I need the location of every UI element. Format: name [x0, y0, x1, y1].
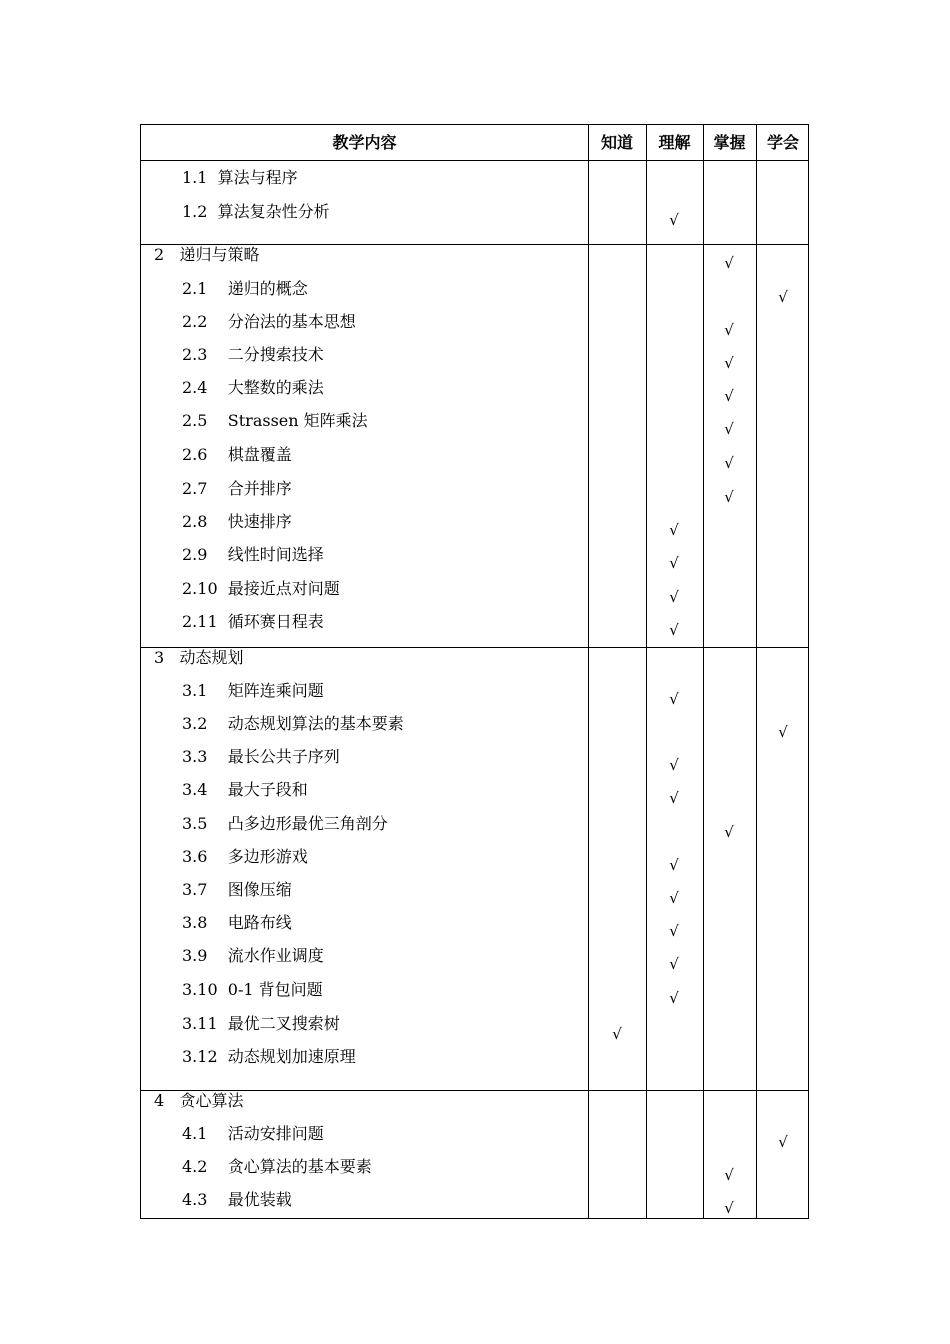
check-mark: √ [724, 454, 734, 472]
section-item: 3.6 多边形游戏 [182, 847, 308, 866]
header-divider [141, 160, 808, 161]
section-item: 3.7 图像压缩 [182, 880, 292, 899]
section-item: 2.2 分治法的基本思想 [182, 312, 356, 331]
section-item: 4.2 贪心算法的基本要素 [182, 1157, 372, 1176]
header-learn: 学会 [766, 133, 799, 152]
section-item: 2.10 最接近点对问题 [182, 579, 340, 598]
check-mark: √ [724, 823, 734, 841]
check-mark: √ [724, 321, 734, 339]
section-item: 3.4 最大子段和 [182, 780, 308, 799]
check-mark: √ [724, 254, 734, 272]
check-mark: √ [669, 211, 679, 229]
check-mark: √ [724, 387, 734, 405]
section-item: 3.3 最长公共子序列 [182, 747, 340, 766]
section-item: 1.2 算法复杂性分析 [182, 202, 330, 221]
column-divider [588, 125, 589, 1218]
section-item: 2.8 快速排序 [182, 512, 292, 531]
section-item: 3.2 动态规划算法的基本要素 [182, 714, 404, 733]
section-item: 2.5 Strassen 矩阵乘法 [182, 411, 368, 430]
header-content: 教学内容 [332, 133, 397, 152]
section-item: 2.4 大整数的乘法 [182, 378, 324, 397]
section-item: 3.12 动态规划加速原理 [182, 1047, 356, 1066]
check-mark: √ [669, 588, 679, 606]
check-mark: √ [778, 288, 788, 306]
check-mark: √ [778, 723, 788, 741]
header-master: 掌握 [713, 133, 746, 152]
section-item: 2.9 线性时间选择 [182, 545, 324, 564]
chapter-title: 2 递归与策略 [154, 245, 260, 264]
check-mark: √ [669, 989, 679, 1007]
column-divider [703, 125, 704, 1218]
course-content-table [140, 124, 809, 1219]
section-item: 2.1 递归的概念 [182, 279, 308, 298]
check-mark: √ [669, 554, 679, 572]
check-mark: √ [724, 354, 734, 372]
chapter-title: 3 动态规划 [154, 648, 244, 667]
check-mark: √ [724, 488, 734, 506]
section-item: 3.1 矩阵连乘问题 [182, 681, 324, 700]
check-mark: √ [669, 856, 679, 874]
check-mark: √ [669, 521, 679, 539]
section-item: 1.1 算法与程序 [182, 168, 298, 187]
check-mark: √ [724, 420, 734, 438]
section-item: 2.7 合并排序 [182, 479, 292, 498]
section-item: 3.8 电路布线 [182, 913, 292, 932]
check-mark: √ [669, 690, 679, 708]
check-mark: √ [669, 621, 679, 639]
section-item: 2.3 二分搜索技术 [182, 345, 324, 364]
chapter-title: 4 贪心算法 [154, 1091, 244, 1110]
check-mark: √ [724, 1199, 734, 1217]
check-mark: √ [669, 922, 679, 940]
column-divider [646, 125, 647, 1218]
section-item: 3.5 凸多边形最优三角剖分 [182, 814, 388, 833]
check-mark: √ [669, 789, 679, 807]
check-mark: √ [612, 1025, 622, 1043]
check-mark: √ [724, 1166, 734, 1184]
section-item: 4.3 最优装载 [182, 1190, 292, 1209]
section-item: 4.1 活动安排问题 [182, 1124, 324, 1143]
section-item: 3.10 0-1 背包问题 [182, 980, 323, 999]
check-mark: √ [669, 889, 679, 907]
header-understand: 理解 [658, 133, 691, 152]
check-mark: √ [669, 756, 679, 774]
section-item: 3.11 最优二叉搜索树 [182, 1014, 340, 1033]
check-mark: √ [778, 1133, 788, 1151]
column-divider [756, 125, 757, 1218]
section-item: 2.11 循环赛日程表 [182, 612, 324, 631]
header-know: 知道 [600, 133, 633, 152]
check-mark: √ [669, 955, 679, 973]
section-item: 3.9 流水作业调度 [182, 946, 324, 965]
section-item: 2.6 棋盘覆盖 [182, 445, 292, 464]
